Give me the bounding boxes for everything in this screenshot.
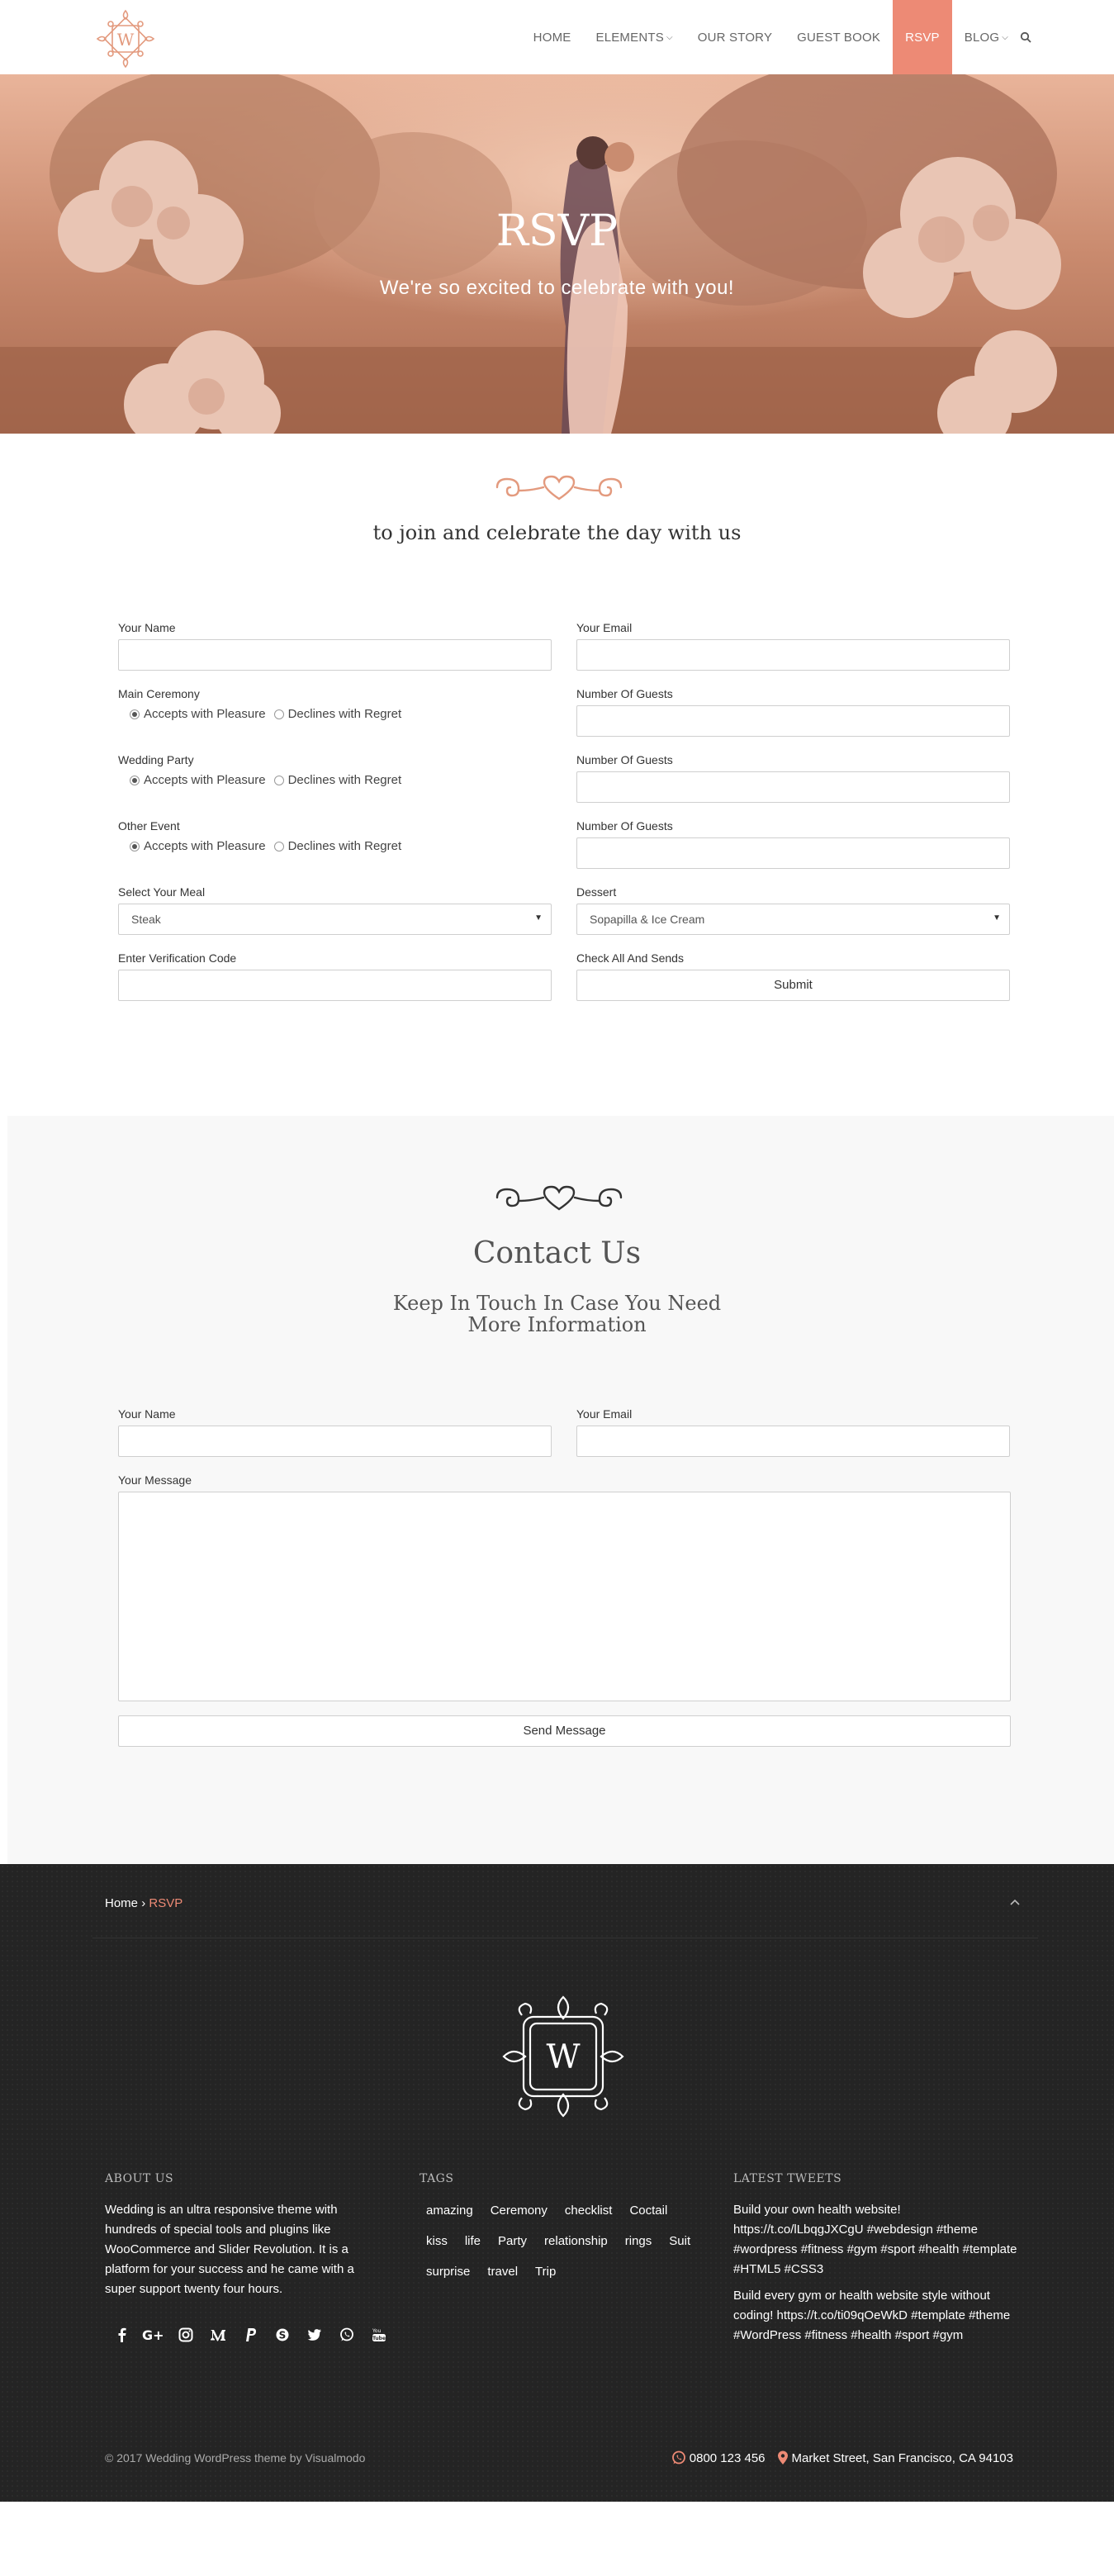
accept-label: Accepts with Pleasure: [144, 773, 266, 787]
other-event-radios: [130, 839, 410, 853]
tag-link[interactable]: travel: [487, 2265, 519, 2279]
contact-subtitle: [0, 1293, 1114, 1335]
dropdown-arrow-icon: ▼: [534, 913, 543, 923]
contact-email-input[interactable]: [576, 1426, 1010, 1457]
tag-link[interactable]: amazing: [426, 2204, 473, 2218]
tags-heading: TAGS: [420, 2172, 454, 2185]
rsvp-tagline-text: to join and celebrate the day with us: [372, 525, 742, 544]
ornament-divider-icon: [491, 1183, 628, 1216]
tag-link[interactable]: Ceremony: [490, 2204, 548, 2218]
guests-input-2[interactable]: [576, 771, 1010, 803]
social-icons: [110, 2326, 400, 2344]
svg-text:Tube: Tube: [372, 2336, 386, 2341]
your-email-input[interactable]: [576, 639, 1010, 671]
contact-name-label: Your Name: [118, 1407, 176, 1421]
other-event-label: Other Event: [118, 819, 180, 833]
main-ceremony-accept[interactable]: [130, 707, 266, 721]
accept-label: Accepts with Pleasure: [144, 839, 266, 853]
hero-title: RSVP: [495, 206, 619, 256]
guests-input-3[interactable]: [576, 837, 1010, 869]
meal-select[interactable]: [118, 904, 552, 935]
guests-label-1: Number Of Guests: [576, 687, 673, 700]
svg-text:You: You: [372, 2328, 382, 2334]
your-name-input[interactable]: [118, 639, 552, 671]
tweet-item[interactable]: Build your own health website! https://t.co/lLbqgJXCgU #webdesign #theme #wordpress #fitness #gym #sport #health #template #HTML5 #CSS3: [733, 2203, 1017, 2276]
nav-rsvp[interactable]: [893, 0, 952, 74]
svg-text:W: W: [546, 2038, 581, 2076]
guests-label-3: Number Of Guests: [576, 819, 673, 833]
rsvp-tagline: [0, 525, 1114, 550]
wedding-party-radios: [130, 773, 410, 787]
nav-our-story[interactable]: [685, 0, 785, 74]
check-all-label: Check All And Sends: [576, 951, 684, 965]
nav-elements[interactable]: [583, 0, 685, 74]
svg-text:G+: G+: [142, 2327, 164, 2342]
main-ceremony-decline[interactable]: [274, 707, 402, 721]
your-email-label: Your Email: [576, 621, 633, 634]
guests-label-2: Number Of Guests: [576, 753, 673, 766]
contact-email-label: Your Email: [576, 1407, 633, 1421]
nav-blog-label: BLOG: [964, 30, 1000, 45]
tweet-item[interactable]: Build every gym or health website style without coding! https://t.co/ti09qOeWkD #template #theme #WordPress #fitness #health #sport #gym: [733, 2289, 1011, 2342]
tag-cloud: [420, 2200, 717, 2292]
site-header: [0, 0, 1114, 74]
main-nav: [521, 0, 1031, 74]
meal-label: Select Your Meal: [118, 885, 206, 899]
wedding-party-label: Wedding Party: [118, 753, 194, 766]
whatsapp-icon[interactable]: [335, 2326, 358, 2344]
radio-unselected-icon[interactable]: [274, 776, 284, 785]
chevron-down-icon: ⌵: [1002, 32, 1008, 42]
breadcrumb-home-link[interactable]: Home: [105, 1896, 139, 1910]
nav-guest-book[interactable]: [785, 0, 893, 74]
guests-input-1[interactable]: [576, 705, 1010, 737]
hero-subtitle: We're so excited to celebrate with you!: [379, 277, 735, 299]
accept-label: Accepts with Pleasure: [144, 707, 266, 721]
breadcrumb-current: RSVP: [149, 1896, 183, 1910]
wedding-party-decline[interactable]: [274, 773, 402, 787]
radio-selected-icon[interactable]: [130, 842, 140, 852]
skype-icon[interactable]: [271, 2326, 294, 2344]
youtube-icon[interactable]: [367, 2326, 391, 2344]
paypal-icon[interactable]: [239, 2326, 262, 2344]
nav-guest-book-label: GUEST BOOK: [797, 30, 881, 45]
radio-unselected-icon[interactable]: [274, 709, 284, 719]
contact-message-textarea[interactable]: [118, 1492, 1011, 1701]
nav-blog[interactable]: [952, 0, 1012, 74]
decline-label: Declines with Regret: [287, 707, 402, 721]
dessert-select-value: Sopapilla & Ice Cream: [590, 913, 705, 926]
site-logo[interactable]: [92, 6, 159, 72]
whatsapp-icon: [671, 2450, 686, 2465]
facebook-icon[interactable]: [110, 2326, 133, 2344]
wedding-party-accept[interactable]: [130, 773, 266, 787]
dessert-label: Dessert: [576, 885, 617, 899]
contact-subtitle-line2: More Information: [467, 1313, 647, 1336]
radio-selected-icon[interactable]: [130, 709, 140, 719]
other-event-decline[interactable]: [274, 839, 402, 853]
tag-link[interactable]: relationship: [544, 2234, 608, 2248]
footer-contact-info: [671, 2450, 1013, 2465]
about-heading: ABOUT US: [105, 2172, 174, 2185]
google-plus-icon[interactable]: [142, 2326, 165, 2344]
svg-text:W: W: [116, 30, 135, 50]
address-info[interactable]: [777, 2450, 1013, 2465]
breadcrumb: [105, 1896, 183, 1910]
main-ceremony-radios: [130, 707, 410, 721]
phone-info[interactable]: [671, 2450, 766, 2465]
tag-link[interactable]: Suit: [669, 2234, 691, 2248]
nav-our-story-label: OUR STORY: [697, 30, 773, 45]
contact-name-input[interactable]: [118, 1426, 552, 1457]
nav-elements-label: ELEMENTS: [595, 30, 664, 45]
hero-banner: [0, 74, 1114, 434]
nav-rsvp-label: RSVP: [905, 30, 940, 45]
your-name-label: Your Name: [118, 621, 176, 634]
tag-link[interactable]: Party: [498, 2234, 528, 2248]
radio-selected-icon[interactable]: [130, 776, 140, 785]
svg-text:S: S: [278, 2329, 287, 2341]
tag-link[interactable]: surprise: [426, 2265, 471, 2279]
chevron-down-icon: ⌵: [666, 32, 673, 42]
contact-title: Contact Us: [472, 1236, 642, 1270]
dessert-select[interactable]: [576, 904, 1010, 935]
ornament-divider-icon: [491, 472, 628, 505]
tag-link[interactable]: rings: [624, 2234, 652, 2248]
copyright-text: © 2017 Wedding WordPress theme by Visualmodo: [105, 2451, 366, 2465]
footer-logo[interactable]: [497, 1990, 629, 2123]
contact-subtitle-line1: Keep In Touch In Case You Need: [392, 1292, 722, 1315]
breadcrumb-separator: ›: [141, 1896, 146, 1910]
medium-icon[interactable]: [206, 2326, 230, 2344]
twitter-icon[interactable]: [303, 2326, 326, 2344]
instagram-icon[interactable]: [174, 2326, 197, 2344]
tag-link[interactable]: Coctail: [629, 2204, 668, 2218]
main-ceremony-label: Main Ceremony: [118, 687, 200, 700]
latest-tweets: [733, 2200, 1018, 2352]
tag-link[interactable]: kiss: [426, 2234, 448, 2248]
verification-input[interactable]: [118, 970, 552, 1001]
meal-select-value: Steak: [131, 913, 161, 926]
decline-label: Declines with Regret: [287, 773, 402, 787]
nav-home-label: HOME: [533, 30, 571, 45]
about-text: Wedding is an ultra responsive theme with hundreds of special tools and plugins like WooCommerce and Slider Revolution. It is a platform for your success and he came with a super support twenty four hours.: [105, 2203, 354, 2296]
submit-button[interactable]: Submit: [576, 970, 1010, 1001]
tag-link[interactable]: checklist: [564, 2204, 613, 2218]
dropdown-arrow-icon: ▼: [993, 913, 1001, 923]
address-text: Market Street, San Francisco, CA 94103: [791, 2450, 1013, 2465]
other-event-accept[interactable]: [130, 839, 266, 853]
map-pin-icon: [777, 2450, 789, 2465]
chevron-up-icon[interactable]: [1009, 1896, 1021, 1909]
phone-text: 0800 123 456: [689, 2450, 766, 2465]
tweets-heading: LATEST TWEETS: [733, 2172, 842, 2185]
tag-link[interactable]: life: [464, 2234, 481, 2248]
send-message-button[interactable]: Send Message: [118, 1715, 1011, 1747]
search-icon[interactable]: [1012, 0, 1031, 74]
contact-message-label: Your Message: [118, 1473, 192, 1487]
verification-label: Enter Verification Code: [118, 951, 237, 965]
decline-label: Declines with Regret: [287, 839, 402, 853]
radio-unselected-icon[interactable]: [274, 842, 284, 852]
contact-section: [7, 1116, 1114, 1864]
tag-link[interactable]: Trip: [535, 2265, 557, 2279]
nav-home[interactable]: [521, 0, 584, 74]
